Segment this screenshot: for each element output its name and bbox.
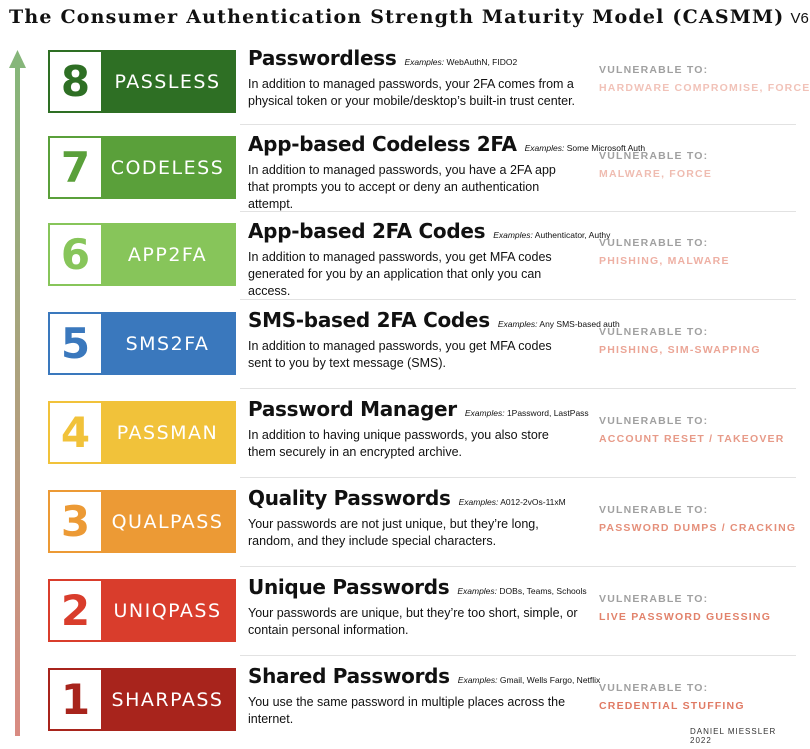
level-name (248, 397, 589, 421)
level-divider (240, 299, 796, 300)
vulnerable-label: VULNERABLE TO: (599, 150, 709, 162)
vulnerable-label: VULNERABLE TO: (599, 326, 709, 338)
maturity-arrow (8, 50, 28, 736)
level-name-text: App-based Codeless 2FA (248, 132, 517, 156)
level-badge (48, 668, 236, 731)
level-number: 8 (60, 57, 91, 106)
level-name-text: Password Manager (248, 397, 457, 421)
vulnerable-list: PHISHING, SIM-SWAPPING (599, 344, 761, 356)
level-divider (240, 566, 796, 567)
level-number: 2 (60, 586, 91, 635)
title-text: The Consumer Authentication Strength Maturity Model (CASMM) (9, 6, 785, 28)
vulnerable-label: VULNERABLE TO: (599, 415, 709, 427)
examples-label: Examples: (457, 586, 498, 596)
vulnerable-label: VULNERABLE TO: (599, 682, 709, 694)
examples-label: Examples: (458, 497, 499, 507)
level-name-text: Passwordless (248, 46, 397, 70)
level-name (248, 46, 517, 70)
level-examples (457, 586, 586, 596)
level-code: APP2FA (101, 225, 234, 284)
level-name-text: App-based 2FA Codes (248, 219, 486, 243)
level-code: SHARPASS (101, 670, 234, 729)
vulnerable-list: PHISHING, MALWARE (599, 255, 730, 267)
level-description: Your passwords are unique, but they’re too short, simple, or contain personal information. (248, 606, 578, 637)
level-number: 3 (60, 497, 91, 546)
level-divider (240, 211, 796, 212)
level-description: You use the same password in multiple places across the internet. (248, 695, 566, 726)
version-label: V6 (790, 10, 809, 27)
examples-label: Examples: (464, 408, 505, 418)
examples-text: WebAuthN, FIDO2 (446, 57, 518, 67)
level-description: In addition to managed passwords, your 2FA comes from a physical token or your mobile/desktop’s built-in trust center. (248, 77, 576, 108)
examples-text: Some Microsoft Auth (566, 143, 646, 153)
level-badge (48, 223, 236, 286)
vulnerable-list: HARDWARE COMPROMISE, FORCE (599, 82, 810, 94)
level-description: In addition to managed passwords, you get MFA codes sent to you by text message (SMS). (248, 339, 552, 370)
examples-label: Examples: (497, 319, 538, 329)
vulnerable-list: ACCOUNT RESET / TAKEOVER (599, 433, 785, 445)
level-number: 1 (60, 675, 91, 724)
level-name (248, 486, 566, 510)
examples-label: Examples: (457, 675, 498, 685)
level-name (248, 575, 587, 599)
level-name (248, 308, 620, 332)
level-number: 6 (60, 230, 91, 279)
vulnerable-list: MALWARE, FORCE (599, 168, 713, 180)
level-name-text: Unique Passwords (248, 575, 450, 599)
examples-label: Examples: (493, 230, 533, 240)
examples-text: A012-2vOs-11xM (500, 497, 566, 507)
level-name-text: Quality Passwords (248, 486, 451, 510)
level-name (248, 219, 610, 243)
page-title (9, 6, 809, 28)
level-code: CODELESS (101, 138, 234, 197)
examples-text: 1Password, LastPass (506, 408, 589, 418)
vulnerable-list: LIVE PASSWORD GUESSING (599, 611, 772, 623)
level-examples (465, 408, 589, 418)
level-divider (240, 477, 796, 478)
level-name-text: SMS-based 2FA Codes (248, 308, 490, 332)
level-code: PASSMAN (101, 403, 234, 462)
level-badge (48, 579, 236, 642)
level-description: In addition to managed passwords, you have a 2FA app that prompts you to accept or deny an authentication attempt. (248, 163, 556, 211)
level-badge (48, 312, 236, 375)
level-name-text: Shared Passwords (248, 664, 450, 688)
level-code: PASSLESS (101, 52, 234, 111)
level-description: In addition to having unique passwords, you also store them securely in an encrypted archive. (248, 428, 549, 459)
examples-label: Examples: (404, 57, 445, 67)
level-number: 7 (60, 143, 91, 192)
credit-label: DANIEL MIESSLER 2022 (690, 727, 777, 745)
level-code: QUALPASS (101, 492, 234, 551)
level-description: In addition to managed passwords, you get MFA codes generated for you by an application that only you can access. (248, 250, 552, 298)
level-name (248, 664, 600, 688)
level-badge (48, 50, 236, 113)
vulnerable-label: VULNERABLE TO: (599, 237, 709, 249)
level-number: 4 (60, 408, 91, 457)
examples-text: Gmail, Wells Fargo, Netflix (499, 675, 601, 685)
level-divider (240, 655, 796, 656)
examples-text: Authenticator, Authy (534, 230, 611, 240)
level-code: UNIQPASS (101, 581, 234, 640)
examples-label: Examples: (524, 143, 565, 153)
level-examples (459, 497, 566, 507)
level-divider (240, 388, 796, 389)
level-examples (404, 57, 517, 67)
level-examples (493, 230, 610, 240)
level-badge (48, 490, 236, 553)
level-badge (48, 136, 236, 199)
vulnerable-label: VULNERABLE TO: (599, 64, 709, 76)
level-examples (458, 675, 601, 685)
vulnerable-list: PASSWORD DUMPS / CRACKING (599, 522, 797, 534)
level-code: SMS2FA (101, 314, 234, 373)
examples-text: Any SMS-based auth (539, 319, 620, 329)
vulnerable-list: CREDENTIAL STUFFING (599, 700, 745, 712)
level-name (248, 132, 645, 156)
examples-text: DOBs, Teams, Schools (499, 586, 587, 596)
vulnerable-label: VULNERABLE TO: (599, 593, 709, 605)
vulnerable-label: VULNERABLE TO: (599, 504, 709, 516)
level-badge (48, 401, 236, 464)
level-divider (240, 124, 796, 125)
level-number: 5 (60, 319, 91, 368)
level-description: Your passwords are not just unique, but they’re long, random, and they include special characters. (248, 517, 539, 548)
